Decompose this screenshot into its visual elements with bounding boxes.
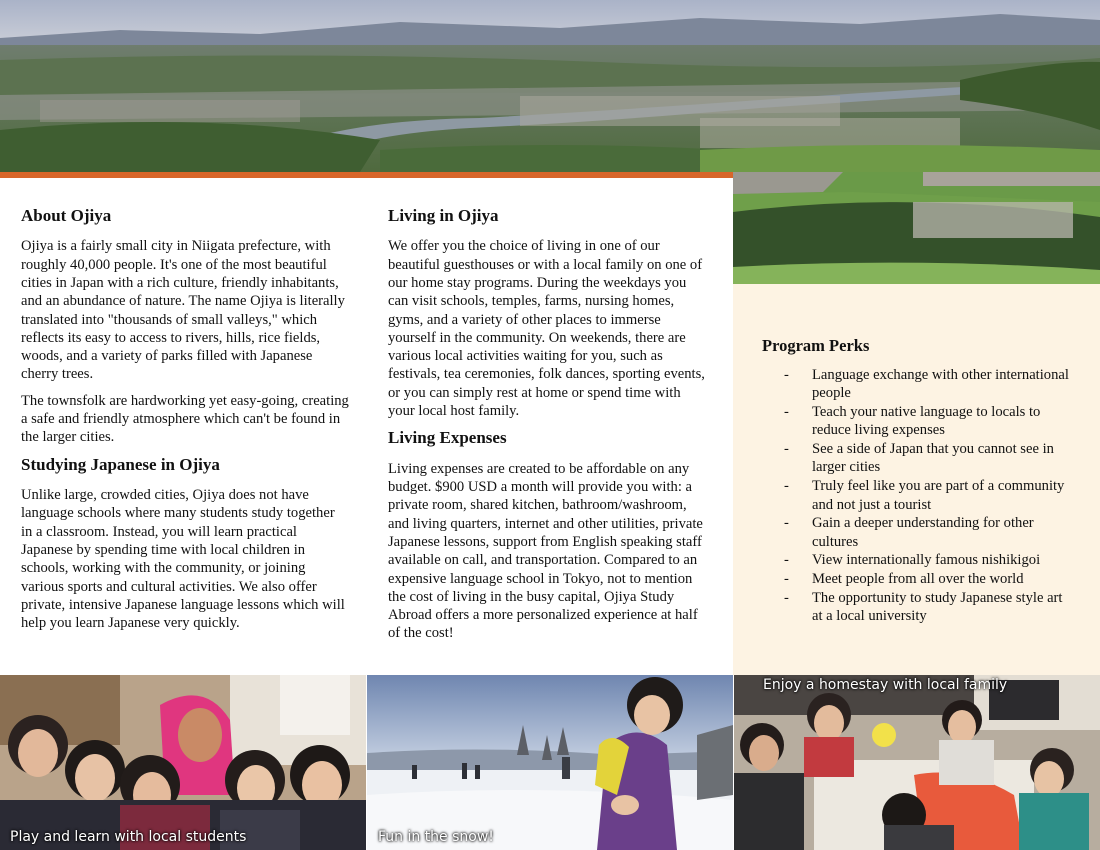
- homestay-photo: [734, 675, 1100, 850]
- about-heading: About Ojiya: [21, 206, 112, 225]
- accent-bar: [0, 172, 733, 178]
- rice-fields-photo: [733, 172, 1100, 284]
- snow-photo: [367, 675, 733, 850]
- homestay-caption: Enjoy a homestay with local family: [763, 677, 1008, 693]
- living-heading: Living in Ojiya: [388, 206, 499, 225]
- dash-bullet: -: [784, 590, 789, 607]
- about-paragraph-1: Ojiya is a fairly small city in Niigata prefecture, with roughly 40,000 people. It's one of the most beautiful cities in Japan with a rich culture, friendly inhabitants, and an abundance of nature. The name Ojiya is literally translated into "thousands of small valleys," which reflects its easy to access to rivers, hills, rice fields, woods, and a variety of parks filled with Japanese cherry trees.: [21, 238, 345, 383]
- dash-bullet: -: [784, 367, 789, 383]
- hero-landscape-photo: [0, 0, 1100, 172]
- left-column: [21, 206, 349, 640]
- snow-caption: Fun in the snow!: [378, 829, 494, 845]
- list-item: - See a side of Japan that you cannot see in larger cities: [784, 441, 1054, 476]
- perks-heading: Program Perks: [762, 336, 870, 355]
- studying-heading: Studying Japanese in Ojiya: [21, 454, 220, 474]
- students-photo: [0, 675, 366, 850]
- students-caption: Play and learn with local students: [10, 829, 247, 845]
- dash-bullet: -: [784, 552, 789, 569]
- expenses-heading: Living Expenses: [388, 428, 507, 448]
- living-paragraph: We offer you the choice of living in one of our beautiful guesthouses or with a local family on one of our home stay programs. During the weekdays you can visit schools, temples, farms, nursing homes, gyms, and a variety of other places to immerse yourself in the community. On weekends, there are various local activities waiting for you, such as festivals, tea ceremonies, folk dances, sporting events, or you can simply rest at home or spend time with your local host family.: [388, 238, 705, 420]
- about-paragraph-2: The townsfolk are hardworking yet easy-going, creating a safe and friendly atmosphere which can't be found in the larger cities.: [21, 392, 349, 446]
- list-item: - Teach your native language to locals to reduce living expenses: [784, 404, 1041, 439]
- perks-list: [762, 366, 1072, 626]
- list-item: - Gain a deeper understanding for other cultures: [784, 515, 1034, 550]
- studying-paragraph: Unlike large, crowded cities, Ojiya does not have language schools where many students study together in a classroom. Instead, you will learn practical Japanese by spending time with local children in schools, working with the community, or joining various sports and cultural activities. We also offer private, intensive Japanese language lessons which will help you learn Japanese very quickly.: [21, 487, 345, 632]
- dash-bullet: -: [784, 515, 789, 532]
- expenses-paragraph: Living expenses are created to be affordable on any budget. $900 USD a month will provide you with: a private room, shared kitchen, bathroom/washroom, and living quarters, internet and other utilities, private Japanese lessons, support from English speaking staff available on call, and transportation. Compared to an expensive language school in Tokyo, not to mention the cost of living in the busy capital, Ojiya Study Abroad offers a more personalized experience at half of the cost!: [388, 460, 703, 642]
- list-item: - Meet people from all over the world: [784, 571, 1024, 588]
- dash-bullet: -: [784, 478, 789, 495]
- list-item: - Truly feel like you are part of a community and not just a tourist: [784, 478, 1065, 513]
- dash-bullet: -: [784, 404, 789, 421]
- list-item: - View internationally famous nishikigoi: [784, 552, 1041, 569]
- list-item: - Language exchange with other international people: [784, 367, 1069, 402]
- program-perks: [762, 336, 1072, 626]
- dash-bullet: -: [784, 571, 789, 588]
- middle-column: [388, 206, 710, 651]
- dash-bullet: -: [784, 441, 789, 458]
- list-item: - The opportunity to study Japanese style art at a local university: [784, 590, 1063, 625]
